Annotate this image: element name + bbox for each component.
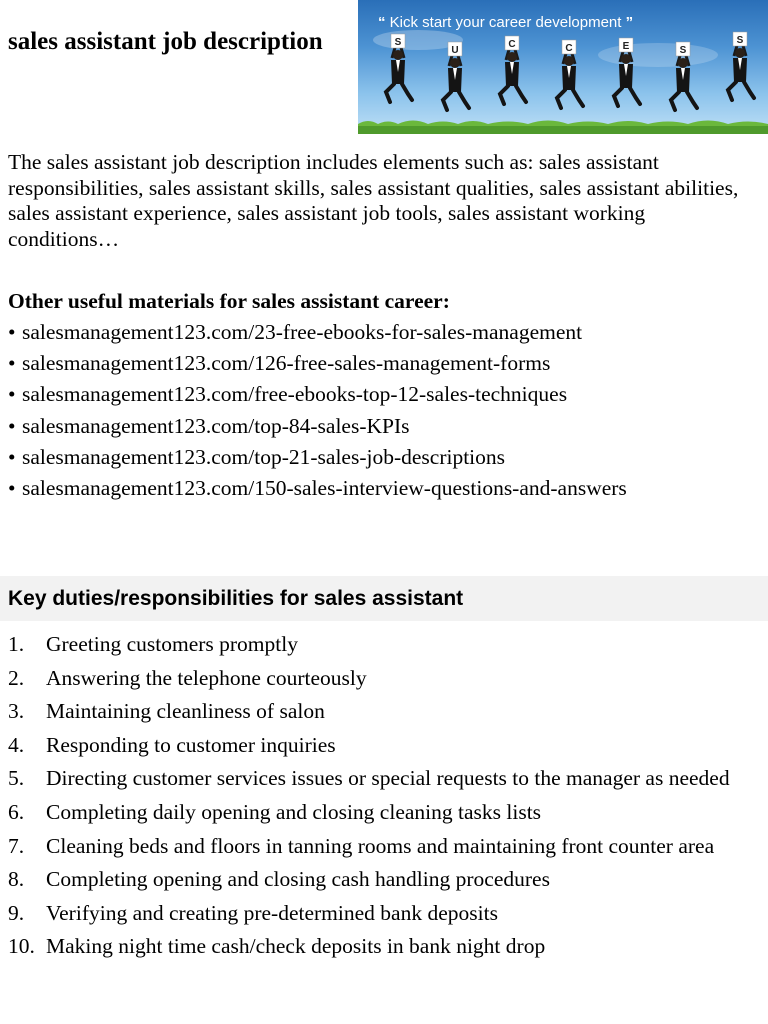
duty-item bbox=[0, 764, 768, 792]
bullet: • bbox=[8, 320, 16, 344]
duty-text: Greeting customers promptly bbox=[46, 632, 298, 656]
list-item bbox=[8, 442, 627, 473]
bullet: • bbox=[8, 382, 16, 407]
duty-text: Maintaining cleanliness of salon bbox=[46, 699, 325, 724]
duty-number: 10. bbox=[8, 934, 35, 959]
duty-text: Answering the telephone courteously bbox=[46, 665, 367, 690]
material-link[interactable]: salesmanagement123.com/free-ebooks-top-12-sales-techniques bbox=[22, 382, 568, 407]
material-link[interactable]: salesmanagement123.com/150-sales-interview-questions-and-answers bbox=[22, 475, 627, 500]
duty-item bbox=[0, 731, 768, 759]
duty-item bbox=[0, 865, 768, 893]
duty-item bbox=[0, 832, 768, 860]
letter-card-letter: S bbox=[394, 37, 402, 48]
material-link[interactable]: salesmanagement123.com/126-free-sales-management-forms bbox=[22, 351, 551, 376]
duty-number: 7. bbox=[8, 833, 25, 858]
duty-number: 1. bbox=[8, 632, 25, 656]
jumping-person bbox=[500, 36, 526, 104]
material-link[interactable]: salesmanagement123.com/top-84-sales-KPIs bbox=[22, 413, 410, 438]
duty-text: Directing customer services issues or special requests to the manager as needed bbox=[46, 766, 730, 791]
duties-list bbox=[0, 630, 768, 966]
jumping-person bbox=[557, 40, 583, 108]
material-link[interactable]: salesmanagement123.com/23-free-ebooks-for-sales-management bbox=[22, 320, 583, 344]
duty-number: 2. bbox=[8, 665, 25, 690]
list-item bbox=[8, 473, 627, 504]
list-item bbox=[8, 348, 627, 379]
duty-item bbox=[0, 664, 768, 692]
duty-item bbox=[0, 630, 768, 658]
duty-text: Responding to customer inquiries bbox=[46, 732, 336, 757]
duty-text: Making night time cash/check deposits in bank night drop bbox=[46, 934, 546, 959]
duty-item bbox=[0, 899, 768, 927]
duty-text: Verifying and creating pre-determined bank deposits bbox=[46, 900, 498, 925]
duty-text: Cleaning beds and floors in tanning rooms and maintaining front counter area bbox=[46, 833, 715, 858]
list-item bbox=[8, 379, 627, 410]
bullet: • bbox=[8, 413, 16, 438]
letter-card-letter: S bbox=[679, 45, 687, 56]
duty-text: Completing opening and closing cash handling procedures bbox=[46, 867, 550, 892]
duty-number: 3. bbox=[8, 699, 25, 724]
letter-card-letter: C bbox=[565, 43, 573, 54]
materials-list bbox=[8, 317, 627, 504]
career-banner-image bbox=[358, 0, 768, 134]
page-title: sales assistant job description bbox=[8, 28, 323, 55]
duties-heading: Key duties/responsibilities for sales assistant bbox=[8, 587, 464, 610]
intro-paragraph: The sales assistant job description includes elements such as: sales assistant responsibilities, sales assistant skills, sales assistant qualities, sales assistant abilities, sales assistant experience, sales assistant job tools, sales assistant working conditions… bbox=[8, 150, 739, 251]
duty-item bbox=[0, 798, 768, 826]
letter-card-letter: E bbox=[622, 41, 630, 52]
duty-number: 4. bbox=[8, 732, 25, 757]
jumping-person bbox=[443, 42, 469, 110]
letter-card-letter: C bbox=[508, 39, 516, 50]
bullet: • bbox=[8, 475, 16, 500]
duty-number: 9. bbox=[8, 900, 25, 925]
duty-number: 6. bbox=[8, 799, 25, 824]
list-item bbox=[8, 317, 627, 348]
duties-header-band bbox=[0, 576, 768, 621]
materials-heading: Other useful materials for sales assistant career: bbox=[8, 289, 450, 313]
material-link[interactable]: salesmanagement123.com/top-21-sales-job-descriptions bbox=[22, 444, 506, 469]
duty-number: 5. bbox=[8, 766, 25, 791]
duty-number: 8. bbox=[8, 867, 25, 892]
list-item bbox=[8, 411, 627, 442]
letter-card-letter: S bbox=[736, 35, 744, 46]
duty-item bbox=[0, 697, 768, 725]
duty-text: Completing daily opening and closing cleaning tasks lists bbox=[46, 799, 542, 824]
letter-card-letter: U bbox=[451, 45, 459, 56]
bullet: • bbox=[8, 351, 16, 376]
duty-item bbox=[0, 932, 768, 960]
banner-quote: “ Kick start your career development ” bbox=[378, 14, 634, 31]
jumping-person bbox=[728, 32, 754, 100]
bullet: • bbox=[8, 444, 16, 469]
banner-quote-text: Kick start your career development bbox=[389, 14, 622, 31]
jumping-people-illustration bbox=[358, 0, 768, 134]
